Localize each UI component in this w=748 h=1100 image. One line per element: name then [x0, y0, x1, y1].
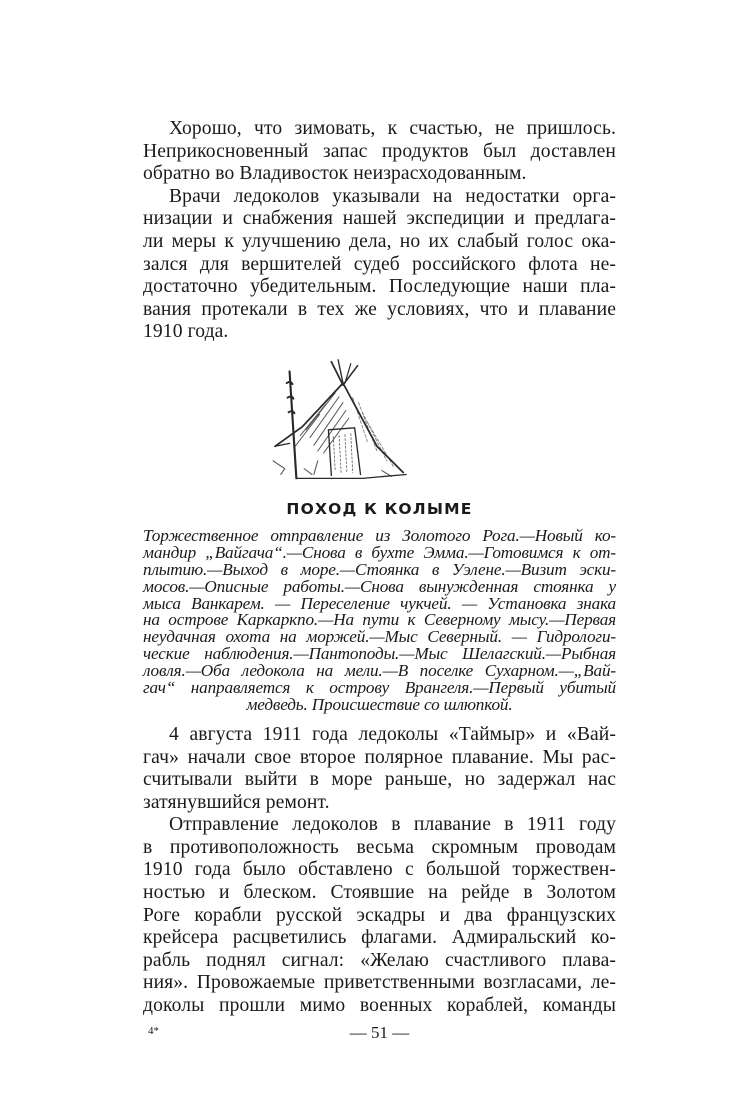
- text-line: Неприкосновенный запас продуктов был доставлен: [143, 140, 616, 162]
- summary-line: гач“ направляется к острову Врангеля.—Первый убитый: [143, 678, 616, 698]
- text-line: Врачи ледоколов указывали на недостатки орга-: [169, 185, 616, 207]
- text-line: в противоположность весьма скромным проводам: [143, 836, 616, 858]
- text-line: Хорошо, что зимовать, к счастью, не пришлось.: [169, 118, 616, 139]
- text-line: считывали выйти в море раньше, но задержал нас: [143, 769, 616, 791]
- text-line: ностью и блеском. Стоявшие на рейде в Золотом: [143, 882, 616, 904]
- summary-line: ловля.—Оба ледокола на мели.—В поселке Сухарном.—„Вай-: [143, 661, 616, 681]
- text-line: затянувшийся ремонт.: [143, 791, 330, 813]
- summary-line: ческие наблюдения.—Пантоподы.—Мыс Шелагский.—Рыбная: [143, 644, 616, 664]
- text-line: зался для вершителей судеб российского флота не-: [143, 253, 616, 275]
- text-line: 1910 года.: [143, 321, 229, 343]
- text-line: 4 августа 1911 года ледоколы «Таймыр» и «Вай-: [169, 723, 616, 745]
- summary-line: неудачная охота на моржей.—Мыс Северный. — Гидрологи-: [143, 627, 616, 647]
- text-line: вания протекали в тех же условиях, что и плавание: [143, 298, 616, 320]
- summary-line: медведь. Происшествие со шлюпкой.: [246, 695, 513, 714]
- paragraph-3: [143, 724, 616, 814]
- text-line: обратно во Владивосток неизрасходованным.: [143, 163, 527, 185]
- summary-line: на острове Каркаркпо.—На пути к Северному мысу.—Первая: [143, 610, 616, 630]
- text-line: Роге корабли русской эскадры и два французских: [143, 904, 616, 926]
- chapter-title: ПОХОД К КОЛЫМЕ: [286, 499, 473, 518]
- text-line: гач» начали свое второе полярное плавание. Мы рас-: [143, 746, 616, 768]
- text-line: крейсера расцветились флагами. Адмиральский ко-: [143, 927, 616, 949]
- text-line: ния». Провожаемые приветственными возгласами, ле-: [143, 972, 616, 994]
- summary-line: мандир „Вайгача“.—Снова в бухте Эмма.—Готовимся к от-: [143, 542, 616, 562]
- summary-line: плытию.—Выход в море.—Стоянка в Уэлене.—Визит эски-: [143, 559, 616, 579]
- chapter-summary: [143, 525, 616, 714]
- paragraph-1: [143, 118, 616, 186]
- paragraph-4: [143, 814, 616, 1017]
- text-line: 1910 года было обставлено с большой торжествен-: [143, 859, 616, 881]
- text-line: рабль поднял сигнал: «Желаю счастливого плава-: [143, 949, 616, 971]
- tent-icon: [243, 354, 443, 490]
- text-line: ли меры к улучшению дела, но их слабый голос ока-: [143, 230, 616, 252]
- book-page: [143, 118, 616, 1044]
- text-line: низации и снабжения нашей экспедиции и предлага-: [143, 208, 616, 230]
- summary-line: мыса Ванкарем. — Переселение чукчей. — Установка знака: [143, 593, 616, 613]
- page-number: — 51 —: [349, 1022, 410, 1042]
- signature-mark: 4*: [148, 1024, 159, 1037]
- text-line: доколы прошли мимо военных кораблей, команды: [143, 995, 616, 1017]
- paragraph-2: [143, 186, 616, 344]
- text-line: достаточно убедительным. Последующие наши пла-: [143, 276, 616, 298]
- text-line: Отправление ледоколов в плавание в 1911 году: [169, 814, 616, 836]
- summary-line: Торжественное отправление из Золотого Рога.—Новый ко-: [143, 525, 616, 545]
- summary-line: мосов.—Описные работы.—Снова вынужденная стоянка у: [143, 576, 616, 596]
- page-footer: [143, 1022, 616, 1044]
